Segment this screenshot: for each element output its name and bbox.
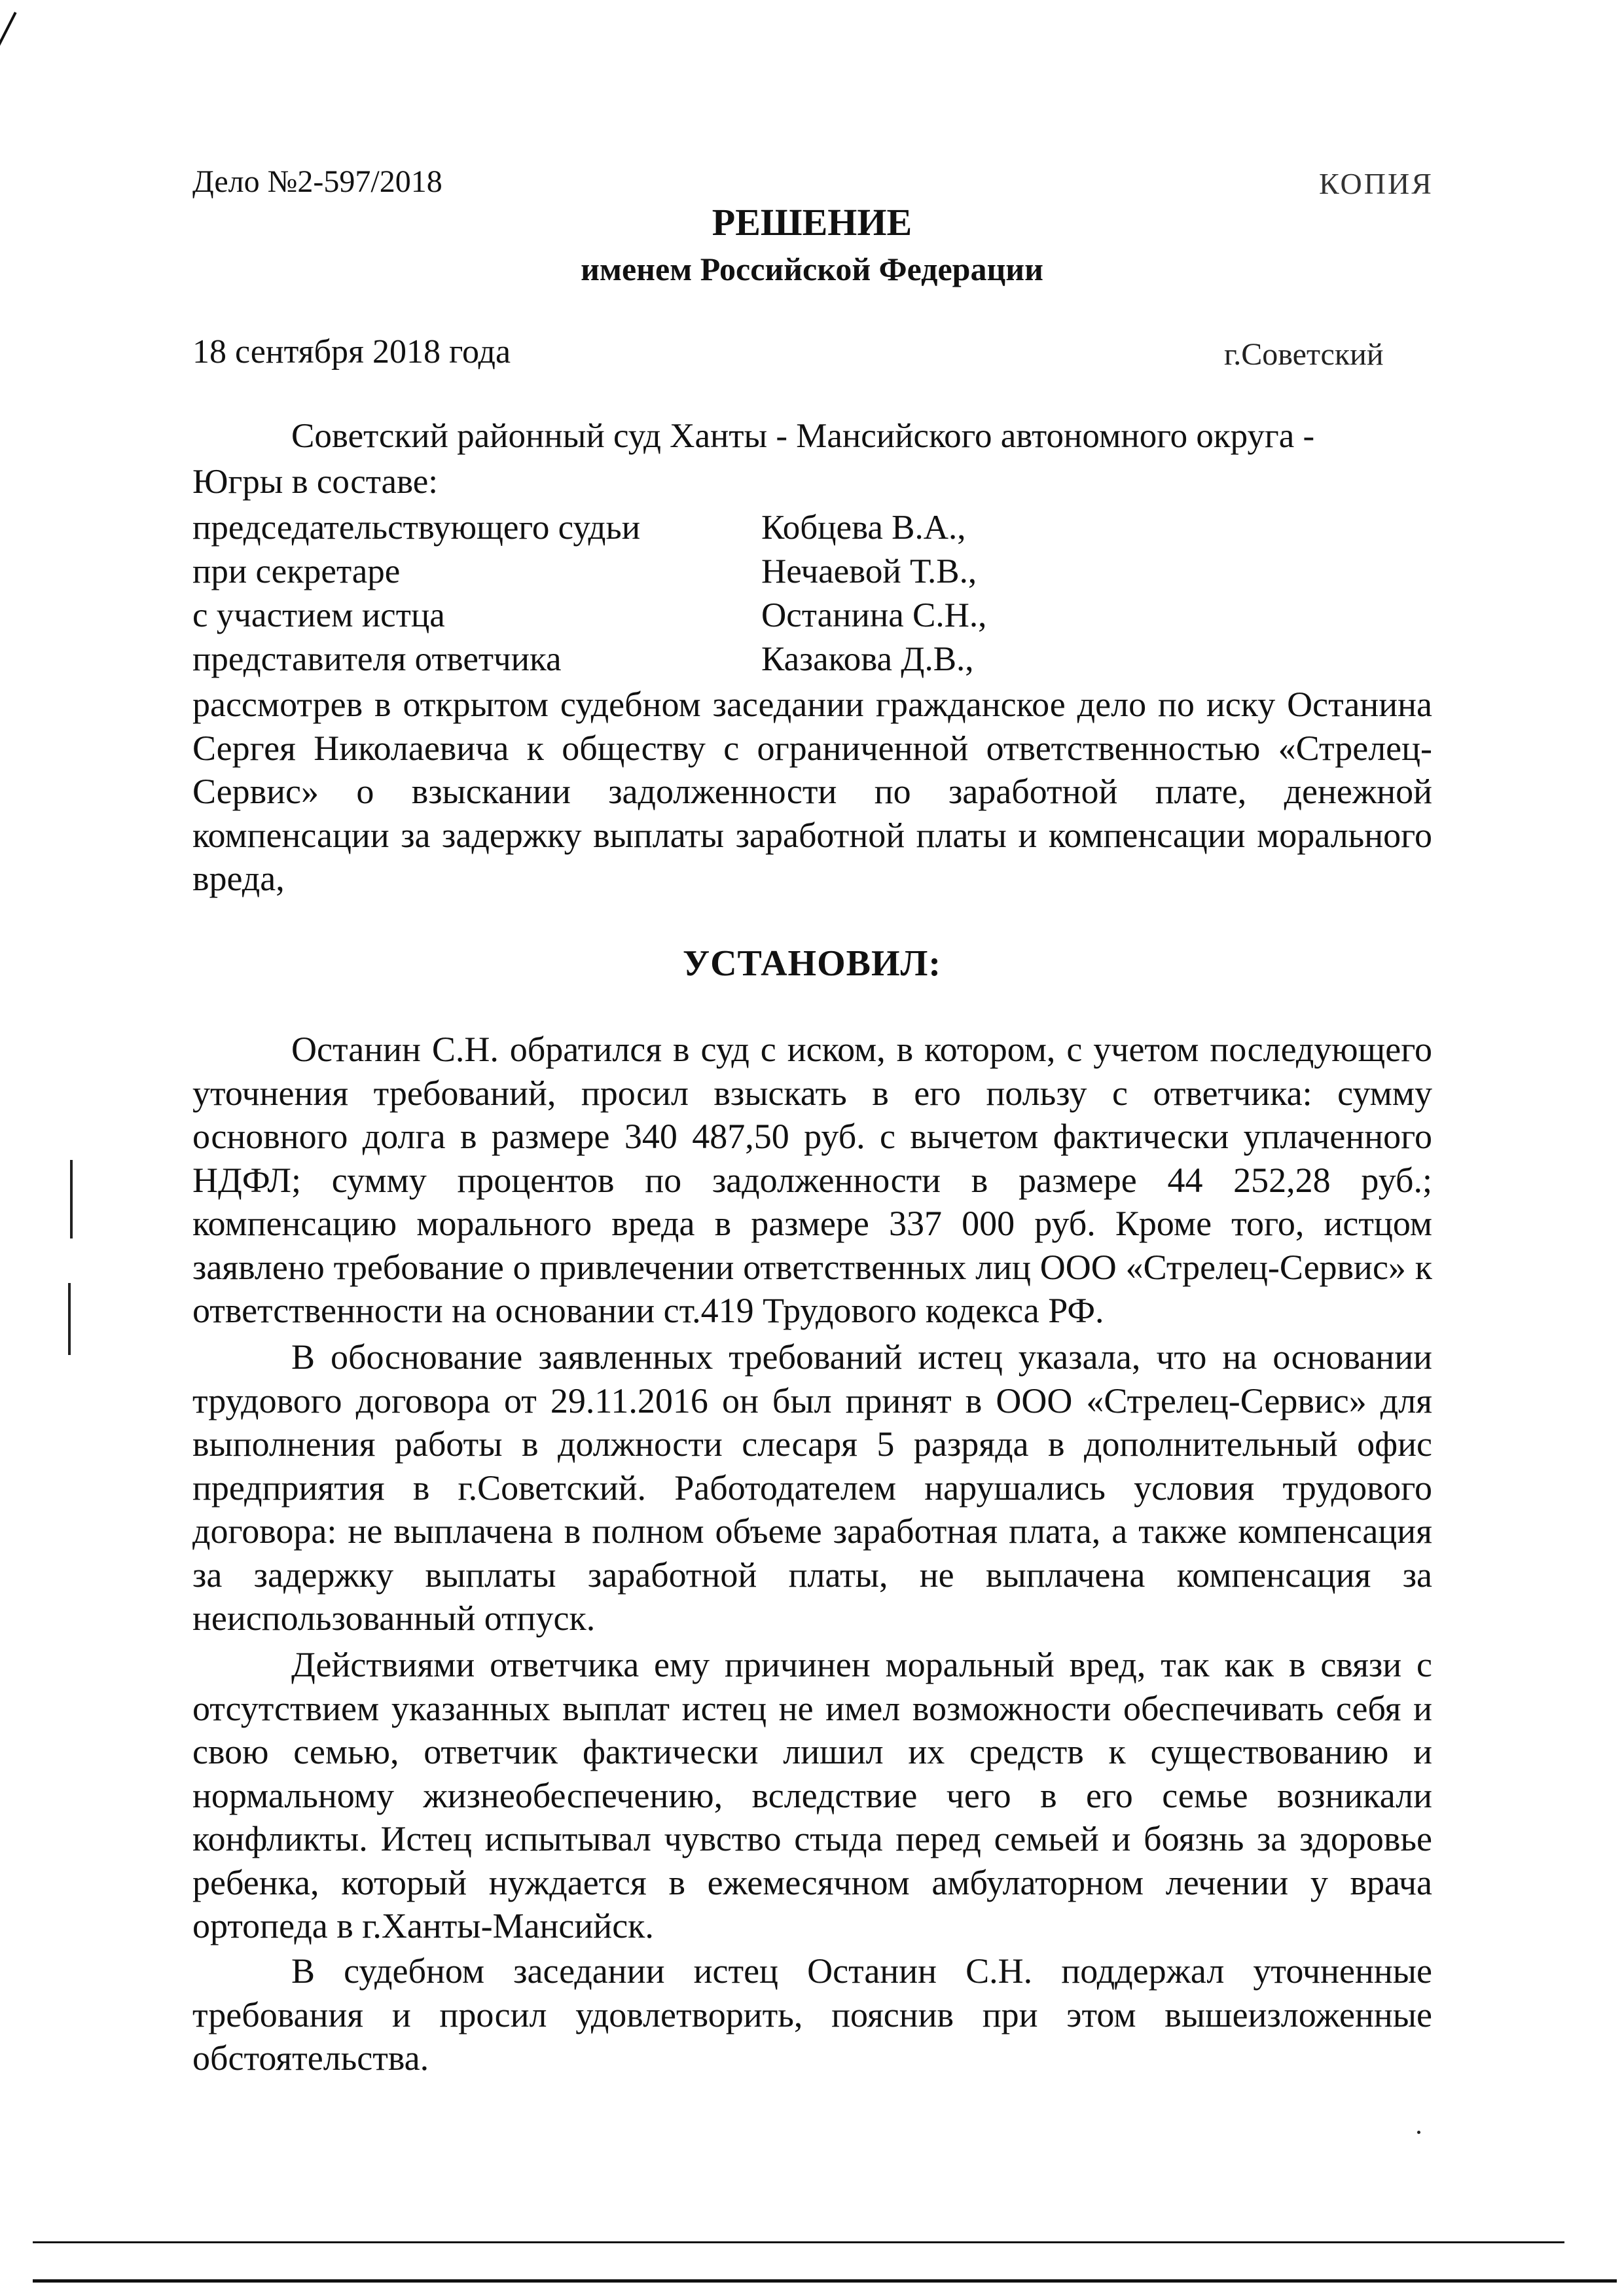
composition-role: при секретаре [192, 552, 401, 590]
body-paragraph: Останин С.Н. обратился в суд с иском, в котором, с учетом последующего уточнения требований, просил взыскать в его пользу с ответчика: сумму основного долга в размере 340 487,50 руб. с вычетом фактически уплаченного НДФЛ; сумму процентов по задолженности в размере 44 252,28 руб.; компенсацию морального вреда в размере 337 000 руб. Кроме того, истцом заявлено требование о привлечении ответственных лиц ООО «Стрелец-Сервис» к ответственности на основании ст.419 Трудового кодекса РФ. [192, 1030, 1432, 1330]
decision-city: г.Советский [1224, 337, 1384, 372]
composition-person: Останина С.Н., [761, 596, 987, 634]
body-paragraph: В обоснование заявленных требований истец указала, что на основании трудового договора от 29.11.2016 он был принят в ООО «Стрелец-Сервис» для выполнения работы в должности слесаря 5 разряда в дополнительный офис предприятия в г.Советский. Работодателем нарушались условия трудового договора: не выплачена в полном объеме заработная плата, а также компенсация за задержку выплаты заработной платы, не выплачена компенсация за неиспользованный отпуск. [192, 1337, 1432, 1638]
body-paragraph: В судебном заседании истец Останин С.Н. поддержал уточненные требования и просил удовлетворить, пояснив при этом вышеизложенные обстоятельства. [192, 1951, 1432, 2078]
preamble-paragraph: рассмотрев в открытом судебном заседании гражданское дело по иску Останина Сергея Николаевича к обществу с ограниченной ответственностью «Стрелец-Сервис» о взыскании задолженности по заработной плате, денежной компенсации за задержку выплаты заработной платы и компенсации морального вреда, [192, 685, 1432, 898]
scan-speck [1417, 2131, 1420, 2134]
bottom-edge-line [33, 2279, 1617, 2283]
margin-mark [68, 1283, 71, 1355]
composition-role: председательствующего судьи [192, 509, 641, 547]
composition-person: Кобцева В.А., [761, 509, 966, 547]
pen-slash-mark [0, 12, 17, 69]
copy-stamp: КОПИЯ [1319, 167, 1434, 200]
case-number: Дело №2-597/2018 [192, 164, 442, 199]
court-composition-intro: Югры в составе: [192, 463, 439, 501]
body-paragraph: Действиями ответчика ему причинен моральный вред, так как в связи с отсутствием указанных выплат истец не имел возможности обеспечивать себя и свою семью, ответчик фактически лишил их средств к существованию и нормальному жизнеобеспечению, вследствие чего в его семье возникали конфликты. Истец испытывал чувство стыда перед семьей и боязнь за здоровье ребенка, который нуждается в ежемесячном амбулаторном лечении у врача ортопеда в г.Ханты-Мансийск. [192, 1645, 1432, 1945]
court-name-line: Советский районный суд Ханты - Мансийского автономного округа - [291, 417, 1315, 455]
section-heading: УСТАНОВИЛ: [683, 943, 941, 984]
composition-role: представителя ответчика [192, 640, 562, 678]
composition-person: Казакова Д.В., [761, 640, 974, 678]
composition-person: Нечаевой Т.В., [761, 552, 977, 590]
document-title: РЕШЕНИЕ [712, 201, 912, 244]
decision-date: 18 сентября 2018 года [192, 333, 511, 370]
document-subtitle: именем Российской Федерации [581, 251, 1043, 287]
composition-role: с участием истца [192, 596, 445, 634]
bottom-rule [33, 2241, 1564, 2243]
margin-mark [70, 1160, 73, 1238]
